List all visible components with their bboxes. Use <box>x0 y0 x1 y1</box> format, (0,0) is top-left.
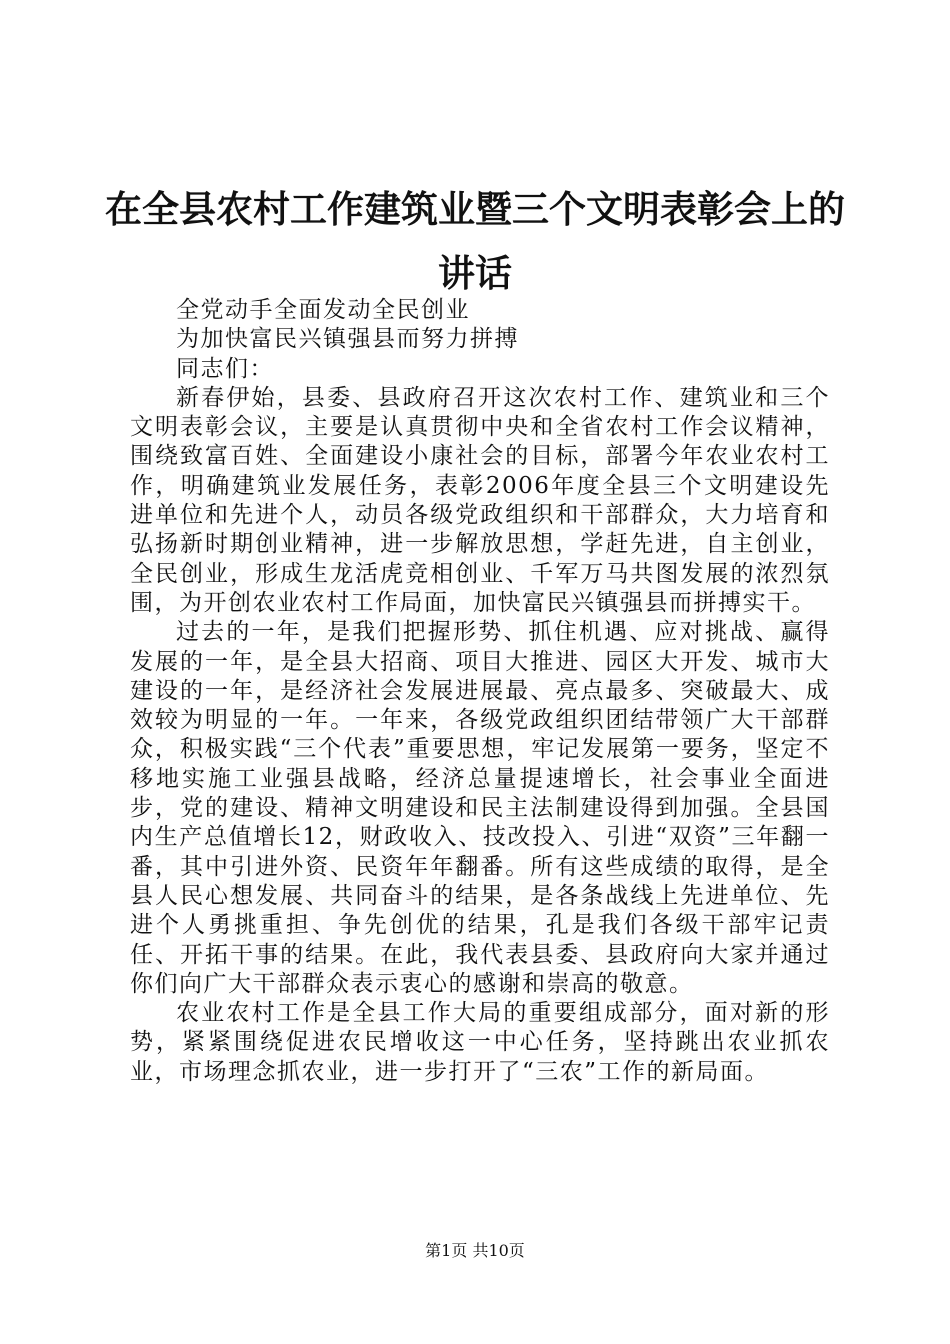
document-title-line-2: 讲话 <box>438 252 512 295</box>
subtitle-line-2: 为加快富民兴镇强县而努力拼搏 <box>176 326 519 353</box>
document-body <box>130 296 830 1087</box>
salutation: 同志们： <box>176 355 274 382</box>
document-title-line-1: 在全县农村工作建筑业暨三个文明表彰会上的 <box>105 188 845 231</box>
page-footer <box>0 1241 950 1261</box>
paragraph: 农业农村工作是全县工作大局的重要组成部分，面对新的形势，紧紧围绕促进农民增收这一中心任务，坚持跳出农业抓农业，市场理念抓农业，进一步打开了“三农”工作的新局面。 <box>130 1000 830 1085</box>
paragraph: 新春伊始，县委、县政府召开这次农村工作、建筑业和三个文明表彰会议，主要是认真贯彻中央和全省农村工作会议精神，围绕致富百姓、全面建设小康社会的目标，部署今年农业农村工作，明确建筑业发展任务，表彰2006年度全县三个文明建设先进单位和先进个人，动员各级党政组织和干部群众，大力培育和弘扬新时期创业精神，进一步解放思想，学赶先进，自主创业，全民创业，形成生龙活虎竞相创业、千军万马共图发展的浓烈氛围，为开创农业农村工作局面，加快富民兴镇强县而拼搏实干。 <box>130 384 830 616</box>
subtitle-line-1: 全党动手全面发动全民创业 <box>176 297 470 323</box>
document-title <box>100 178 850 306</box>
page-number: 第1页 共10页 <box>425 1241 525 1260</box>
paragraph: 过去的一年，是我们把握形势、抓住机遇、应对挑战、赢得发展的一年，是全县大招商、项目大推进、园区大开发、城市大建设的一年，是经济社会发展进展最、亮点最多、突破最大、成效较为明显的一年。一年来，各级党政组织团结带领广大干部群众，积极实践“三个代表”重要思想，牢记发展第一要务，坚定不移地实施工业强县战略，经济总量提速增长，社会事业全面进步，党的建设、精神文明建设和民主法制建设得到加强。全县国内生产总值增长12，财政收入、技改投入、引进“双资”三年翻一番，其中引进外资、民资年年翻番。所有这些成绩的取得，是全县人民心想发展、共同奋斗的结果，是各条战线上先进单位、先进个人勇挑重担、争先创优的结果，孔是我们各级干部牢记责任、开拓干事的结果。在此，我代表县委、县政府向大家并通过你们向广大干部群众表示衷心的感谢和崇高的敬意。 <box>130 619 830 997</box>
